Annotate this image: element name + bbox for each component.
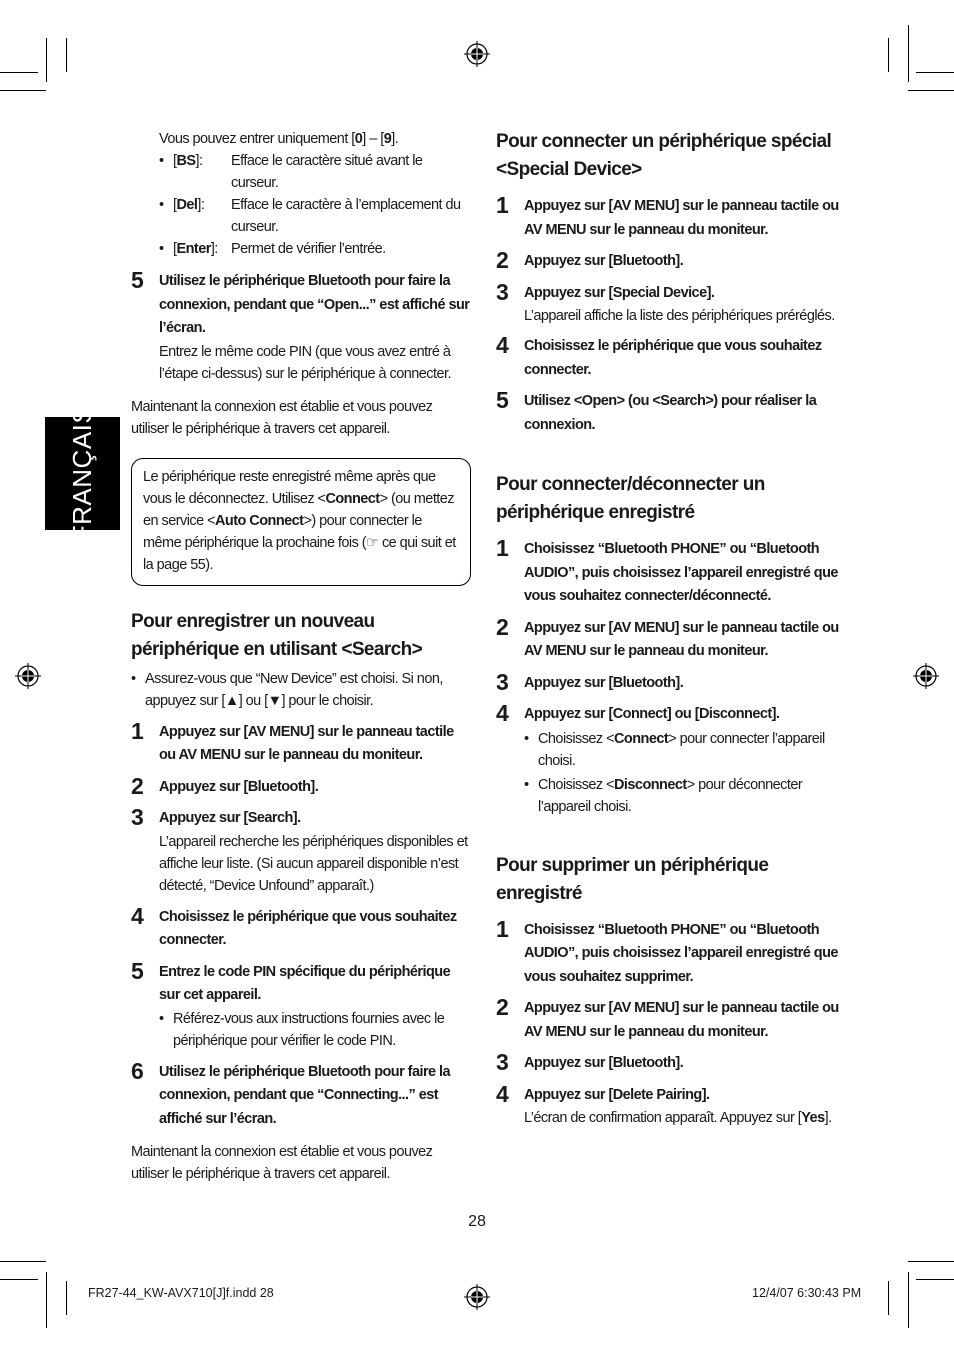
step-bullet: • Référez-vous aux instructions fournies avec le périphérique pour vérifier le code PIN. [159, 1010, 445, 1049]
step-title: Utilisez <Open> (ou <Search>) pour réaliser la connexion. [524, 393, 817, 433]
crop-mark [66, 38, 67, 72]
step-title: Appuyez sur [Connect] ou [Disconnect]. [524, 706, 780, 722]
crop-mark [908, 25, 909, 82]
section-heading-special-device: Pour connecter un périphérique spécial <Special Device> [496, 131, 832, 180]
step-title: Choisissez “Bluetooth PHONE” ou “Bluetooth AUDIO”, puis choisissez l’appareil enregistré que vous souhaitez supprimer. [524, 921, 838, 985]
step-3 [496, 278, 841, 328]
step-text: L’écran de confirmation apparaît. Appuyez sur [Yes]. [524, 1110, 832, 1126]
crop-mark [66, 1281, 67, 1315]
left-column [131, 128, 471, 1185]
step-2 [496, 613, 841, 664]
step-number: 4 [496, 1080, 509, 1107]
step-title: Choisissez le périphérique que vous souhaitez connecter. [524, 338, 822, 378]
step-text: L’appareil affiche la liste des périphériques préréglés. [524, 308, 835, 324]
crop-mark [908, 1261, 954, 1262]
step-number: 5 [131, 267, 144, 293]
step-4 [496, 700, 841, 818]
step-number: 1 [496, 535, 509, 561]
note-text: Le périphérique reste enregistré même après que vous le déconnectez. Utilisez <Connect> (ou mettez en service <Auto Connect>) pour connecter le même périphérique la prochaine fois (☞ ce qui suit et la page 55). [143, 468, 456, 573]
step-4 [131, 902, 471, 953]
step-number: 3 [496, 668, 509, 695]
step-number: 4 [496, 700, 509, 726]
step-title: Appuyez sur [Special Device]. [524, 284, 715, 301]
language-tab [45, 405, 120, 542]
step-title: Choisissez “Bluetooth PHONE” ou “Bluetooth AUDIO”, puis choisissez l’appareil enregistré que vous souhaitez connecter/déconnecté. [524, 541, 838, 604]
crop-mark [908, 1272, 909, 1328]
step-number: 2 [496, 994, 509, 1020]
step-number: 2 [496, 247, 509, 273]
step-5 [131, 957, 471, 1052]
step-title: Appuyez sur [AV MENU] sur le panneau tactile ou AV MENU sur le panneau du moniteur. [524, 198, 839, 238]
entry-intro [131, 128, 471, 260]
step-number: 1 [496, 915, 509, 942]
step-number: 5 [131, 957, 144, 984]
step-title: Utilisez le périphérique Bluetooth pour faire la connexion, pendant que “Connecting...” est affiché sur l’écran. [159, 1063, 451, 1127]
step-3 [496, 668, 841, 696]
key-item-del: • [Del]: Efface le caractère à l’emplacement du curseur. [159, 197, 461, 235]
section-heading-search: Pour enregistrer un nouveau périphérique en utilisant <Search> [131, 610, 423, 660]
step-3 [496, 1049, 841, 1076]
section-heading-delete: Pour supprimer un périphérique enregistré [496, 854, 769, 904]
registration-mark-icon [464, 41, 490, 67]
step-title: Appuyez sur [Bluetooth]. [159, 778, 319, 795]
step-number: 2 [496, 613, 509, 640]
step-2 [496, 247, 841, 274]
language-tab-label: FRANÇAIS [67, 405, 97, 542]
step-number: 6 [131, 1057, 144, 1084]
step-title: Appuyez sur [AV MENU] sur le panneau tactile ou AV MENU sur le panneau du moniteur. [159, 723, 454, 763]
step-number: 4 [496, 332, 509, 358]
step-1 [496, 915, 841, 990]
new-device-bullet: • Assurez-vous que “New Device” est choisi. Si non, appuyez sur [▲] ou [▼] pour le choisir. [131, 670, 443, 709]
page-number: 28 [468, 1213, 486, 1230]
step-number: 5 [496, 387, 509, 413]
footer-file-info: FR27-44_KW-AVX710[J]f.indd 28 [88, 1286, 274, 1300]
crop-mark [0, 72, 38, 73]
key-item-bs: • [BS]: Efface le caractère situé avant le curseur. [159, 153, 423, 191]
connect-bullet: • Choisissez <Connect> pour connecter l’appareil choisi. [524, 730, 825, 769]
step-title: Appuyez sur [Delete Pairing]. [524, 1086, 710, 1103]
connection-established-text: Maintenant la connexion est établie et vous pouvez utiliser le périphérique à travers cet appareil. [131, 398, 433, 437]
crop-mark [46, 38, 47, 82]
registration-mark-icon [913, 663, 939, 689]
step-title: Appuyez sur [AV MENU] sur le panneau tactile ou AV MENU sur le panneau du moniteur. [524, 1000, 839, 1040]
step-title: Appuyez sur [AV MENU] sur le panneau tactile ou AV MENU sur le panneau du moniteur. [524, 619, 839, 659]
step-text: Entrez le même code PIN (que vous avez entré à l’étape ci-dessus) sur le périphérique à connecter. [159, 343, 451, 382]
entry-range-text: Vous pouvez entrer uniquement [0] – [9]. [159, 131, 399, 147]
step-5 [496, 387, 841, 437]
step-number: 1 [131, 717, 144, 744]
step-title: Entrez le code PIN spécifique du périphérique sur cet appareil. [159, 963, 451, 1003]
crop-mark [916, 72, 954, 73]
crop-mark [0, 1261, 46, 1262]
step-1 [131, 717, 471, 768]
step-5-open [131, 267, 471, 385]
step-title: Appuyez sur [Bluetooth]. [524, 674, 684, 691]
step-2 [496, 994, 841, 1044]
crop-mark [888, 1281, 889, 1315]
step-title: Choisissez le périphérique que vous souhaitez connecter. [159, 908, 457, 948]
crop-mark [916, 1279, 954, 1280]
step-number: 3 [496, 278, 509, 305]
step-text: L’appareil recherche les périphériques disponibles et affiche leur liste. (Si aucun appareil disponible n’est détecté, “Device Unfound” apparaît.) [159, 833, 468, 894]
connection-established-text: Maintenant la connexion est établie et vous pouvez utiliser le périphérique à travers cet appareil. [131, 1144, 433, 1182]
step-title: Appuyez sur [Search]. [159, 810, 301, 826]
step-title: Utilisez le périphérique Bluetooth pour faire la connexion, pendant que “Open...” est affiché sur l’écran. [159, 273, 470, 336]
right-column [496, 128, 841, 1129]
step-4 [496, 332, 841, 382]
step-number: 3 [496, 1049, 509, 1075]
step-title: Appuyez sur [Bluetooth]. [524, 1055, 684, 1071]
step-3 [131, 804, 471, 897]
crop-mark [908, 90, 954, 91]
crop-mark [46, 1272, 47, 1328]
step-2 [131, 772, 471, 800]
step-1 [496, 192, 841, 242]
step-6 [131, 1057, 471, 1132]
step-number: 3 [131, 804, 144, 830]
crop-mark [888, 38, 889, 72]
section-heading-connect-disconnect: Pour connecter/déconnecter un périphérique enregistré [496, 474, 765, 523]
footer-timestamp: 12/4/07 6:30:43 PM [752, 1286, 862, 1300]
registration-mark-icon [464, 1284, 490, 1310]
disconnect-bullet: • Choisissez <Disconnect> pour déconnecter l’appareil choisi. [524, 776, 803, 815]
registration-mark-icon [15, 663, 41, 689]
step-title: Appuyez sur [Bluetooth]. [524, 253, 684, 269]
step-number: 1 [496, 192, 509, 218]
key-item-enter: • [Enter]: Permet de vérifier l’entrée. [159, 241, 386, 257]
step-number: 2 [131, 772, 144, 799]
step-4 [496, 1080, 841, 1130]
step-1 [496, 535, 841, 609]
step-number: 4 [131, 902, 144, 929]
crop-mark [0, 1279, 38, 1280]
crop-mark [0, 90, 46, 91]
note-box [131, 458, 471, 586]
